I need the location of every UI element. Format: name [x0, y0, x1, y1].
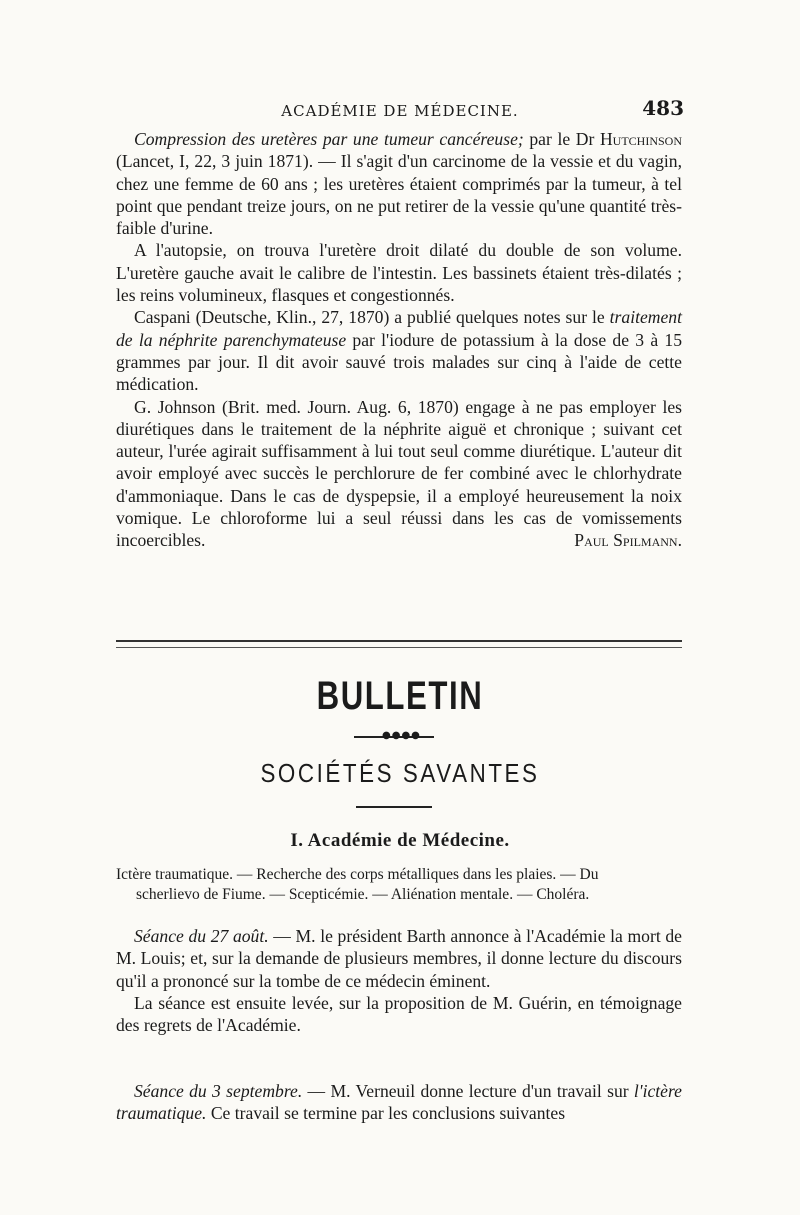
summary-line: scherlievo de Fiume. — Scepticémie. — Aliénation mentale. — Choléra.	[136, 886, 590, 903]
author-name: Hutchinson	[599, 129, 682, 149]
text-span: (Lancet, I, 22, 3 juin 1871). — Il s'agit d'un carcinome de la vessie et du vagin, chez une femme de 60 ans ; les uretères étaient comprimés par la tumeur, à tel point que pendant treize jours, on ne put retirer de la vessie qu'une quantité très-faible d'urine.	[116, 151, 682, 239]
seance-block	[116, 1080, 682, 1125]
paragraph	[116, 925, 682, 992]
summary-line: Ictère traumatique. — Recherche des corps métalliques dans les plaies. — Du	[116, 866, 599, 883]
paragraph	[116, 396, 682, 552]
text-span: par l'iodure de potassium à la dose de 3 à 15 grammes par jour. Il dit avoir sauvé trois malades sur cinq à l'aide de cette médication.	[116, 329, 683, 395]
article-title: Compression des uretères par une tumeur cancéreuse;	[134, 129, 524, 149]
paragraph: La séance est ensuite levée, sur la proposition de M. Guérin, en témoignage des regrets de l'Académie.	[116, 992, 682, 1036]
seance-date: Séance du 27 août.	[134, 926, 269, 946]
ornament-dots: ●●●●	[382, 730, 421, 741]
text-span: G. Johnson (Brit. med. Journ. Aug. 6, 1870) engage à ne pas employer les diurétiques dans le traitement de la néphrite aiguë et chronique ; suivant cet auteur, l'urée agirait suffisamment à lui tout seul comme diurétique. L'auteur dit avoir employé avec succès le perchlorure de fer combiné avec le chlorhydrate d'ammoniaque. Dans le cas de dyspepsie, il a employé heureusement la noix vomique. Le chloroforme lui a seul réussi dans les cas de vomissements incoercibles.	[116, 396, 682, 551]
paragraph	[116, 128, 682, 239]
page-number: 483	[642, 96, 684, 120]
bulletin-title: BULLETIN	[316, 674, 484, 718]
text-span: par le Dr	[523, 129, 600, 149]
text-span: — M. le président Barth annonce à l'Académie la mort de M. Louis; et, sur la demande de plusieurs membres, il donne lecture du discours qu'il a prononcé sur la tombe de ce médecin éminent.	[116, 926, 682, 991]
seance-block	[116, 925, 682, 1036]
text-span: Caspani (Deutsche, Klin., 27, 1870) a publié quelques notes sur le	[134, 307, 610, 328]
italic-text: l'ictère traumatique.	[116, 1081, 682, 1124]
section-divider	[116, 640, 682, 648]
paragraph: A l'autopsie, on trouva l'uretère droit dilaté du double de son volume. L'uretère gauche avait le calibre de l'intestin. Les bassinets étaient très-dilatés ; les reins volumineux, flasques et congestionnés.	[116, 240, 682, 306]
summary	[116, 865, 682, 905]
paragraph	[116, 306, 682, 395]
running-title: ACADÉMIE DE MÉDECINE.	[281, 102, 519, 120]
short-rule	[356, 806, 432, 808]
article-block	[116, 128, 682, 552]
italic-text: traitement de la néphrite parenchymateuse	[116, 307, 682, 350]
text-span: Ce travail se termine par les conclusions suivantes	[206, 1103, 566, 1124]
seance-date: Séance du 3 septembre.	[134, 1081, 303, 1101]
running-header	[116, 96, 684, 126]
section-title: SOCIÉTÉS SAVANTES	[260, 758, 540, 788]
paragraph	[116, 1080, 682, 1125]
text-span: — M. Verneuil donne lecture d'un travail sur	[302, 1081, 634, 1101]
sub-heading: I. Académie de Médecine.	[290, 830, 510, 851]
signature: Paul Spilmann.	[574, 530, 682, 551]
